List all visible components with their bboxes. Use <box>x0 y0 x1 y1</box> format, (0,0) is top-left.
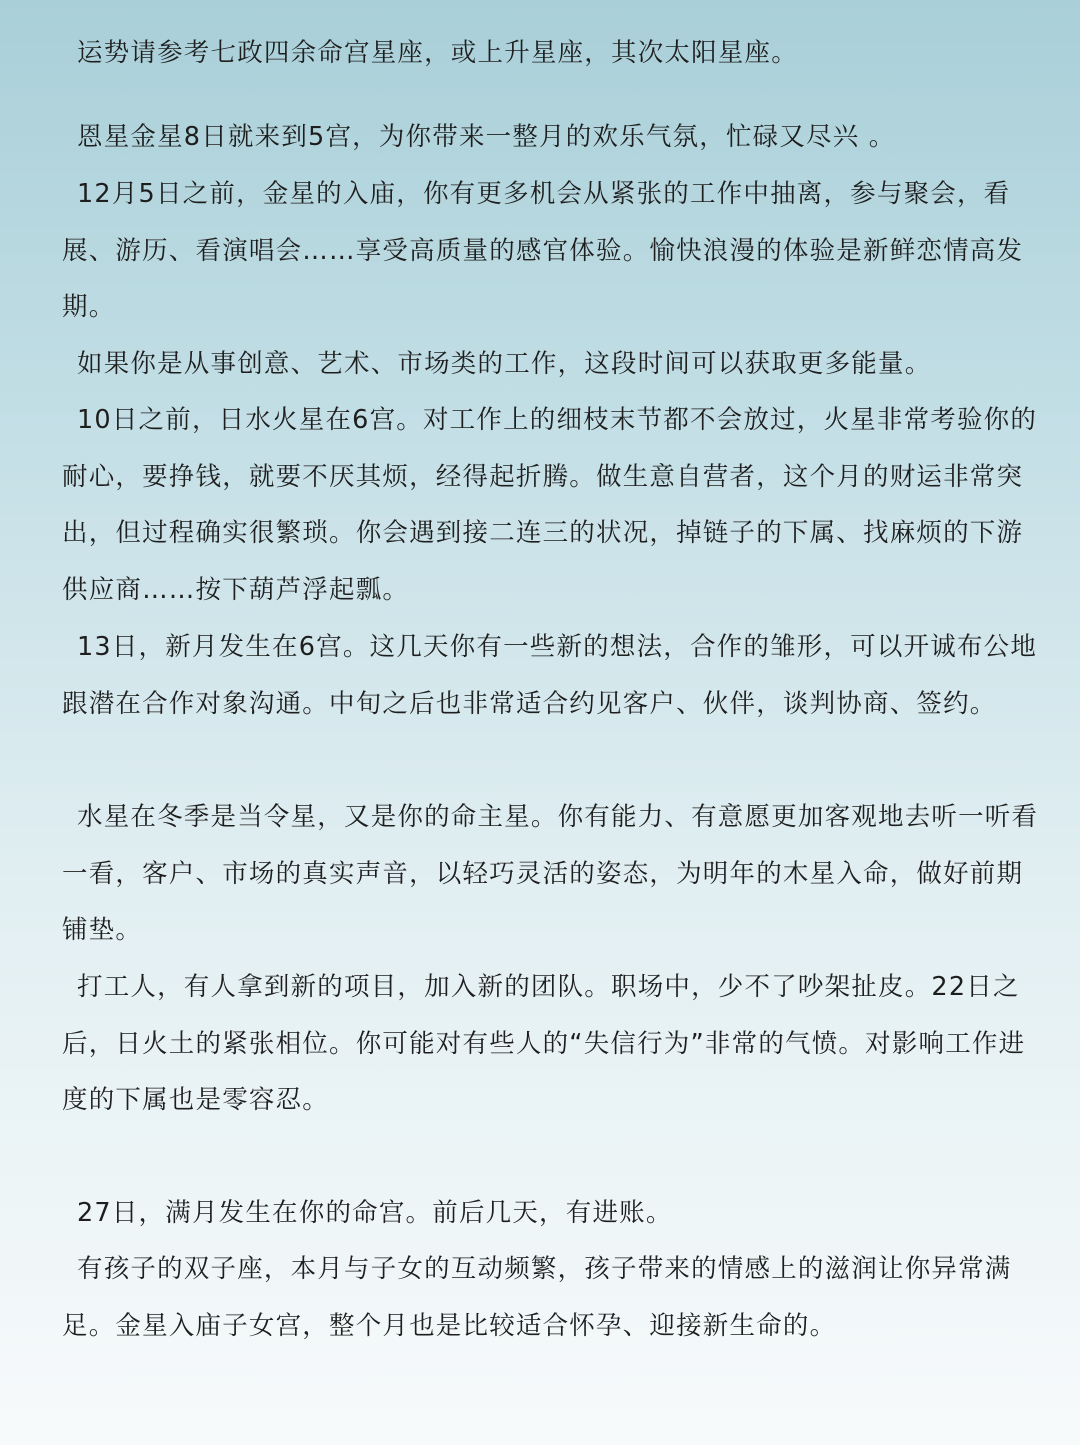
paragraph-full-moon: 27日，满月发生在你的命宫。前后几天，有进账。 <box>77 1198 673 1228</box>
paragraph-reading-advice: 运势请参考七政四余命宫星座，或上升星座，其次太阳星座。 <box>77 38 798 68</box>
paragraph-new-moon: 13日，新月发生在6宫。这几天你有一些新的想法，合作的雏形，可以开诚布公地跟潜在合作对象沟通。中旬之后也非常适合约见客户、伙伴，谈判协商、签约。 <box>62 632 1038 719</box>
paragraph-creative-work: 如果你是从事创意、艺术、市场类的工作，这段时间可以获取更多能量。 <box>77 349 932 379</box>
paragraph-venus-5th-house: 恩星金星8日就来到5宫，为你带来一整月的欢乐气氛，忙碌又尽兴 。 <box>77 122 896 152</box>
paragraph-children: 有孩子的双子座，本月与子女的互动频繁，孩子带来的情感上的滋润让你异常满足。金星入庙子女宫，整个月也是比较适合怀孕、迎接新生命的。 <box>62 1254 1012 1341</box>
paragraph-venus-domicile: 12月5日之前，金星的入庙，你有更多机会从紧张的工作中抽离，参与聚会，看展、游历、看演唱会……享受高质量的感官体验。愉快浪漫的体验是新鲜恋情高发期。 <box>62 179 1024 323</box>
paragraph-workplace: 打工人，有人拿到新的项目，加入新的团队。职场中，少不了吵架扯皮。22日之后，日火土的紧张相位。你可能对有些人的“失信行为”非常的气愤。对影响工作进度的下属也是零容忍。 <box>62 972 1026 1116</box>
paragraph-6th-house-work: 10日之前，日水火星在6宫。对工作上的细枝末节都不会放过，火星非常考验你的耐心，要挣钱，就要不厌其烦，经得起折腾。做生意自营者，这个月的财运非常突出，但过程确实很繁琐。你会遇到接二连三的状况，掉链子的下属、找麻烦的下游供应商……按下葫芦浮起瓢。 <box>62 405 1038 606</box>
paragraph-mercury: 水星在冬季是当令星，又是你的命主星。你有能力、有意愿更加客观地去听一听看一看，客户、市场的真实声音，以轻巧灵活的姿态，为明年的木星入命，做好前期铺垫。 <box>62 802 1039 946</box>
